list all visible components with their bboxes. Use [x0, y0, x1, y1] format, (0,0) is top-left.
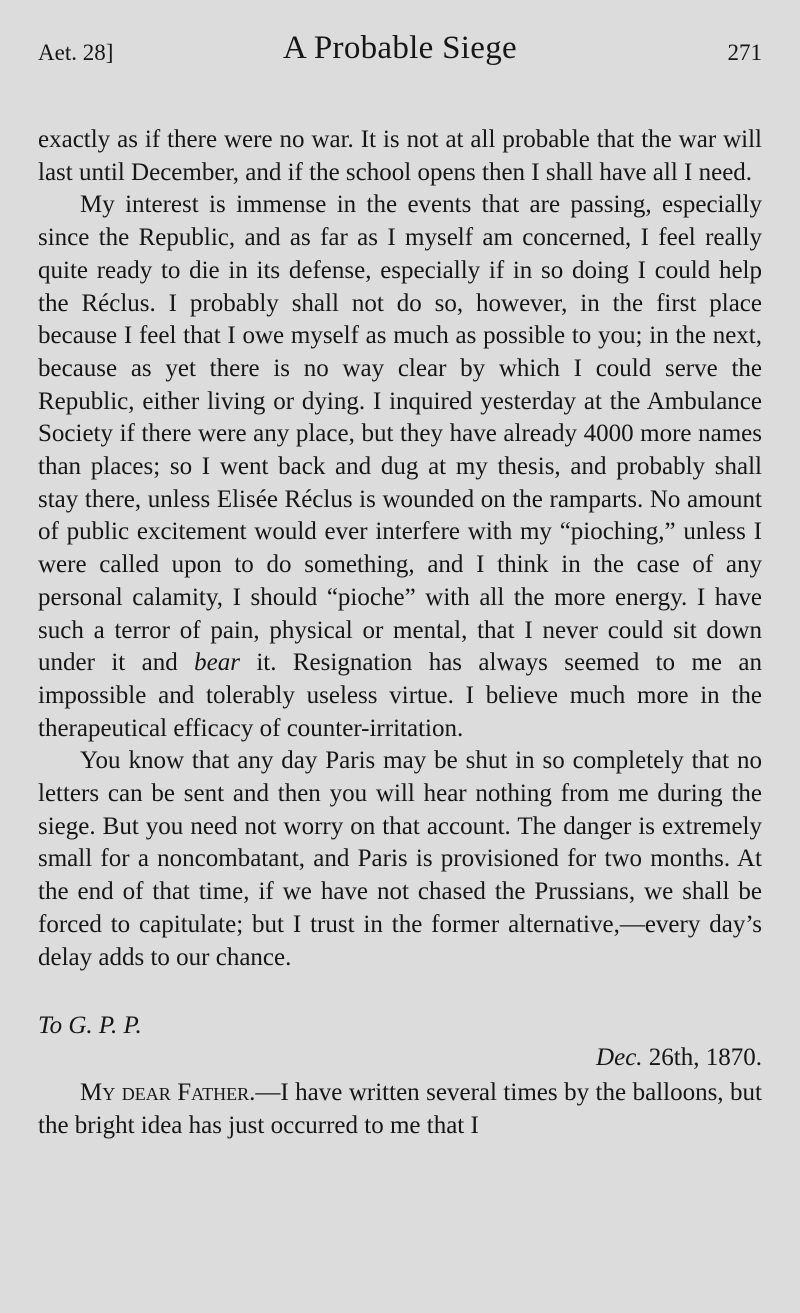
- page-title: A Probable Siege: [283, 30, 517, 66]
- paragraph-interest-text-1: My interest is immense in the events that are passing, especially since the Republic, and as far as I myself am concerned, I feel really quite ready to die in its defense, especially if in so doing I could help the Réclus. I probably shall not do so, however, in the first place because I feel that I owe myself as much as possible to you; in the next, because as yet there is no way clear by which I could serve the Republic, either living or dying. I inquired yesterday at the Ambulance Society if there were any place, but they have already 4000 more names than places; so I went back and dug at my thesis, and probably shall stay there, unless Elisée Réclus is wounded on the ramparts. No amount of public excitement would ever interfere with my “pioching,” unless I were called upon to do something, and I think in the case of any personal calamity, I should “pioche” with all the more energy. I have such a terror of pain, physical or mental, that I never could sit down under it and: [38, 191, 762, 677]
- letter-date-month: Dec.: [596, 1044, 643, 1072]
- letter-opening-text: —I have written several times by the balloons, but the bright idea has just occurred to me that I: [38, 1079, 762, 1139]
- letter-date: [38, 1042, 762, 1074]
- paragraph-siege: You know that any day Paris may be shut in so completely that no letters can be sent and then you will hear nothing from me during the siege. But you need not worry on that account. The danger is extremely small for a noncombatant, and Paris is provisioned for two months. At the end of that time, if we have not chased the Prussians, we shall be forced to capitulate; but I trust in the former alternative,—every day’s delay adds to our chance.: [38, 747, 762, 971]
- letter-salutation: My dear Father.: [80, 1079, 256, 1107]
- page-number: 271: [727, 40, 762, 65]
- paragraph-letter-opening: [38, 1077, 762, 1142]
- letter-recipient: To G. P. P.: [38, 1012, 142, 1040]
- paragraph-interest-text-2: it. Resignation has always seemed to me an impossible and tolerably useless virtue. I believe much more in the therapeutical efficacy of counter-irritation.: [38, 649, 762, 742]
- letter-body: [38, 1077, 762, 1142]
- paragraph-continuation: exactly as if there were no war. It is not at all probable that the war will last until December, and if the school opens then I shall have all I need.: [38, 126, 762, 186]
- running-head: [38, 30, 762, 80]
- chapter-age-label: Aet. 28]: [38, 40, 114, 65]
- body-text: [38, 124, 762, 974]
- letter-heading: [38, 1010, 762, 1074]
- paragraph-interest: [38, 189, 762, 745]
- letter-date-rest: 26th, 1870.: [642, 1044, 762, 1072]
- italic-word-bear: bear: [194, 649, 240, 677]
